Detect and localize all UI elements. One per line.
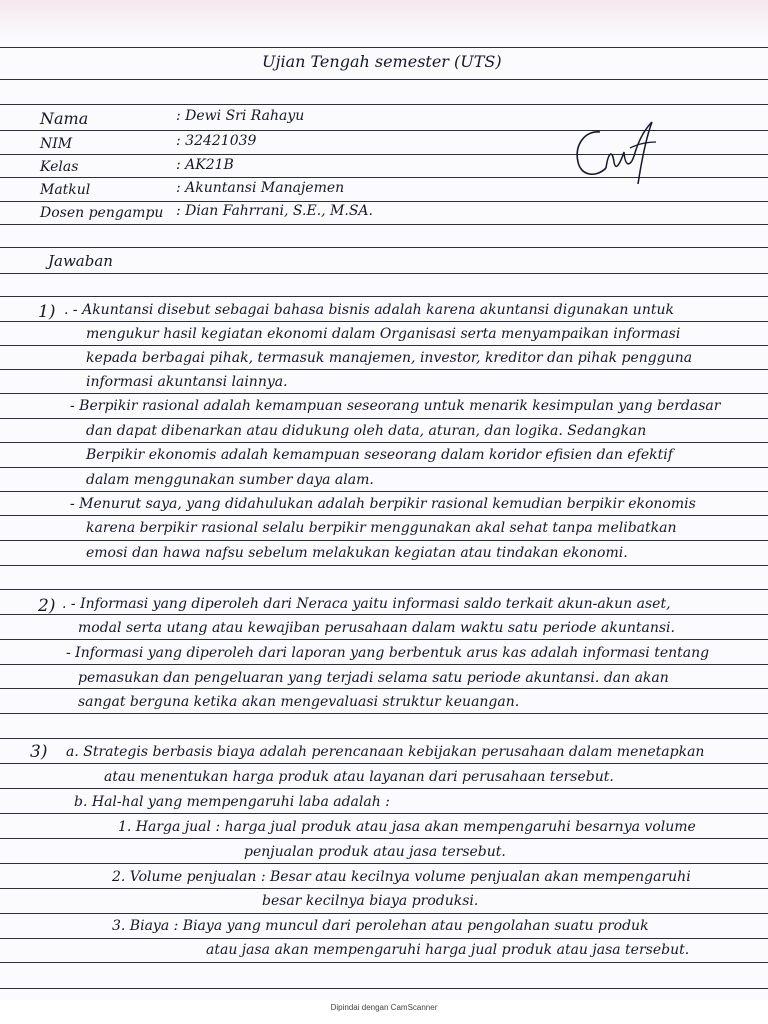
label-matkul: Matkul xyxy=(40,182,91,198)
answer-2-line: sangat berguna ketika akan mengevaluasi struktur keuangan. xyxy=(78,694,520,710)
label-nim: NIM xyxy=(40,136,73,152)
answer-3-line: 2. Volume penjualan : Besar atau kecilnya volume penjualan akan mempengaruhi xyxy=(112,869,691,885)
ruled-line xyxy=(0,296,768,297)
ruled-line xyxy=(0,540,768,541)
answer-1-line: kepada berbagai pihak, termasuk manajemen, investor, kreditor dan pihak pengguna xyxy=(86,350,693,366)
ruled-line xyxy=(0,393,768,394)
answer-3-line: 3. Biaya : Biaya yang muncul dari perolehan atau pengolahan suatu produk xyxy=(112,918,649,934)
answer-1-line: mengukur hasil kegiatan ekonomi dalam Organisasi serta menyampaikan informasi xyxy=(86,326,681,342)
ruled-line xyxy=(0,345,768,346)
answer-1-line: dalam menggunakan sumber daya alam. xyxy=(86,472,374,488)
label-dosen: Dosen pengampu xyxy=(40,205,164,221)
answer-1-line: Berpikir ekonomis adalah kemampuan seseorang dalam koridor efisien dan efektif xyxy=(86,447,673,463)
ruled-line xyxy=(0,104,768,105)
answer-1-line: informasi akuntansi lainnya. xyxy=(86,374,288,390)
jawaban-heading: Jawaban xyxy=(48,252,113,270)
ruled-line xyxy=(0,224,768,225)
value-nim: : 32421039 xyxy=(176,133,257,149)
label-nama: Nama xyxy=(40,109,89,128)
answer-2-line: . - Informasi yang diperoleh dari Neraca yaitu informasi saldo terkait akun-akun aset, xyxy=(62,596,671,612)
answer-2-line: - Informasi yang diperoleh dari laporan yang berbentuk arus kas adalah informasi tentang xyxy=(66,645,710,661)
answer-number-3: 3) xyxy=(30,742,48,762)
answer-3-line: 1. Harga jual : harga jual produk atau jasa akan mempengaruhi besarnya volume xyxy=(118,819,696,835)
ruled-line xyxy=(0,273,768,274)
ruled-line xyxy=(0,988,768,989)
ruled-line xyxy=(0,565,768,566)
answer-3-line: atau jasa akan mempengaruhi harga jual produk atau jasa tersebut. xyxy=(206,942,690,958)
value-dosen: : Dian Fahrrani, S.E., M.SA. xyxy=(176,203,373,219)
answer-number-1: 1) xyxy=(38,302,56,322)
ruled-line xyxy=(0,589,768,590)
ruled-line xyxy=(0,838,768,839)
answer-number-2: 2) xyxy=(38,596,56,616)
ruled-line xyxy=(0,247,768,248)
answer-1-line: . - Akuntansi disebut sebagai bahasa bisnis adalah karena akuntansi digunakan untuk xyxy=(64,302,674,318)
ruled-line xyxy=(0,418,768,419)
answer-1-line: dan dapat dibenarkan atau didukung oleh data, aturan, dan logika. Sedangkan xyxy=(86,423,647,439)
value-nama: : Dewi Sri Rahayu xyxy=(176,108,305,124)
answer-3-line: penjualan produk atau jasa tersebut. xyxy=(244,844,506,860)
ruled-line xyxy=(0,442,768,443)
answer-1-line: emosi dan hawa nafsu sebelum melakukan kegiatan atau tindakan ekonomi. xyxy=(86,545,628,561)
answer-2-line: modal serta utang atau kewajiban perusahaan dalam waktu satu periode akuntansi. xyxy=(78,620,675,636)
answer-1-line: - Menurut saya, yang didahulukan adalah berpikir rasional kemudian berpikir ekonomis xyxy=(70,496,696,512)
ruled-line xyxy=(0,713,768,714)
page-top-edge xyxy=(0,0,768,36)
value-matkul: : Akuntansi Manajemen xyxy=(176,180,345,196)
label-kelas: Kelas xyxy=(40,159,79,175)
ruled-line xyxy=(0,47,768,48)
ruled-line xyxy=(0,614,768,615)
ruled-line xyxy=(0,962,768,963)
signature-image xyxy=(572,118,662,190)
ruled-line xyxy=(0,515,768,516)
ruled-line xyxy=(0,888,768,889)
ruled-line xyxy=(0,863,768,864)
answer-3-line: besar kecilnya biaya produksi. xyxy=(262,893,479,909)
answer-1-line: karena berpikir rasional selalu berpikir menggunakan akal sehat tanpa melibatkan xyxy=(86,520,677,536)
ruled-line xyxy=(0,639,768,640)
ruled-line xyxy=(0,688,768,689)
scanner-watermark: Dipindai dengan CamScanner xyxy=(330,1003,438,1012)
answer-3-line: a. Strategis berbasis biaya adalah perencanaan kebijakan perusahaan dalam menetapkan xyxy=(66,744,705,760)
ruled-line xyxy=(0,913,768,914)
exam-title: Ujian Tengah semester (UTS) xyxy=(262,52,502,71)
ruled-line xyxy=(0,321,768,322)
ruled-line xyxy=(0,664,768,665)
ruled-line xyxy=(0,369,768,370)
value-kelas: : AK21B xyxy=(176,157,234,173)
ruled-line xyxy=(0,491,768,492)
answer-3-line: b. Hal-hal yang mempengaruhi laba adalah : xyxy=(74,794,390,810)
answer-3-line: atau menentukan harga produk atau layanan dari perusahaan tersebut. xyxy=(104,769,614,785)
ruled-line xyxy=(0,467,768,468)
ruled-line xyxy=(0,938,768,939)
ruled-line xyxy=(0,813,768,814)
answer-1-line: - Berpikir rasional adalah kemampuan seseorang untuk menarik kesimpulan yang berdasar xyxy=(70,398,721,414)
ruled-line xyxy=(0,201,768,202)
answer-2-line: pemasukan dan pengeluaran yang terjadi selama satu periode akuntansi. dan akan xyxy=(78,670,669,686)
ruled-line xyxy=(0,738,768,739)
ruled-line xyxy=(0,788,768,789)
ruled-line xyxy=(0,79,768,80)
ruled-line xyxy=(0,763,768,764)
